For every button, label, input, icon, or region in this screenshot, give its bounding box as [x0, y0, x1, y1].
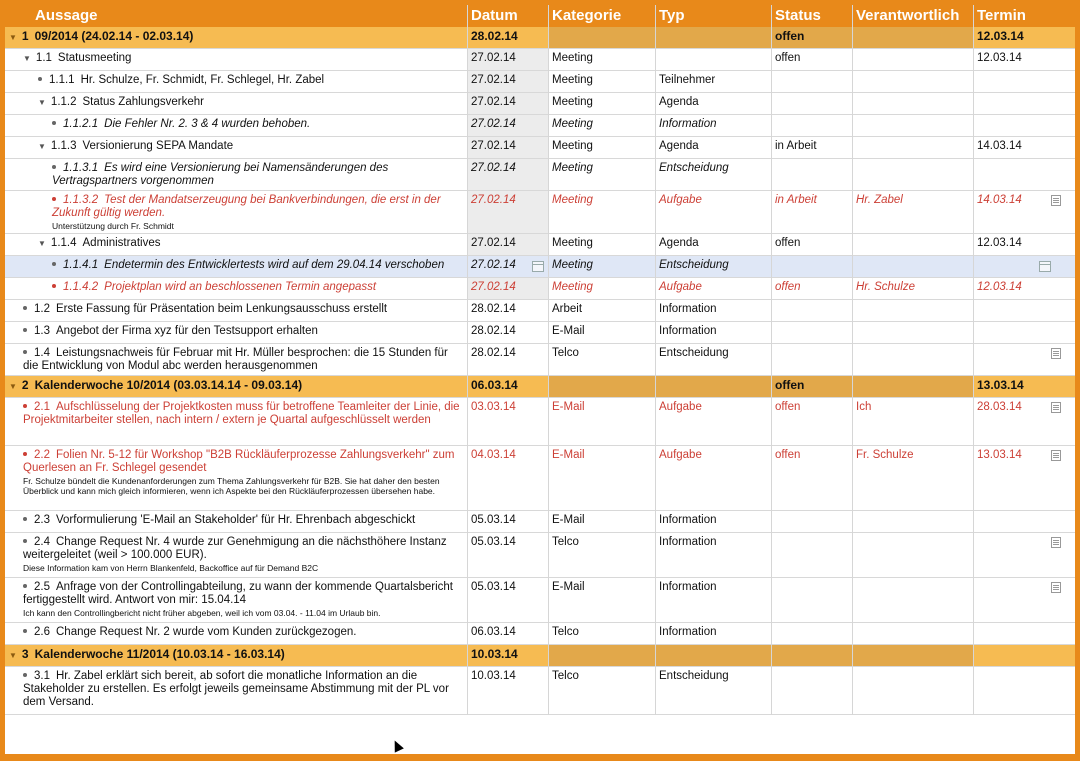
column-header-row: [5, 5, 1075, 27]
bullet-icon: [23, 328, 27, 332]
cell-typ[interactable]: Information: [659, 118, 717, 130]
cell-aussage[interactable]: [5, 137, 467, 159]
outline-number: 1.1.3: [50, 140, 77, 152]
note-icon[interactable]: [1051, 348, 1061, 359]
outline-number: 3: [21, 647, 29, 661]
note-icon[interactable]: [1051, 195, 1061, 206]
cell-kategorie[interactable]: Telco: [552, 347, 579, 359]
cell-termin[interactable]: [973, 322, 1063, 344]
cell-kategorie[interactable]: Telco: [552, 626, 579, 638]
outline-number: 2.4: [34, 536, 50, 548]
cell-aussage[interactable]: [5, 667, 467, 715]
group-row[interactable]: [5, 645, 1075, 667]
outline-row[interactable]: [5, 49, 1075, 71]
cell-termin[interactable]: [973, 578, 1063, 623]
row-note-text: Ich kann den Controllingbericht nicht früher abgeben, weil ich vom 03.04. - 11.04 im Urlaub bin.: [23, 608, 381, 618]
outline-number: 2.2: [34, 449, 50, 461]
cell-termin[interactable]: 14.03.14: [973, 191, 1063, 234]
cell-status[interactable]: [771, 93, 852, 115]
outline-row[interactable]: [5, 115, 1075, 137]
outline-number: 1.3: [34, 325, 50, 337]
cell-aussage[interactable]: [5, 623, 467, 645]
cell-termin[interactable]: 28.03.14: [973, 398, 1063, 446]
cell-datum[interactable]: 27.02.14: [467, 234, 548, 256]
bullet-icon: [23, 584, 27, 588]
outline-row[interactable]: [5, 446, 1075, 511]
cell-kategorie[interactable]: Meeting: [552, 96, 593, 108]
cell-datum[interactable]: 10.03.14: [471, 670, 516, 682]
bullet-icon: [23, 629, 27, 633]
outline-row[interactable]: [5, 578, 1075, 623]
cell-status[interactable]: [771, 667, 852, 715]
cell-status[interactable]: offen: [775, 237, 801, 249]
outline-number: 1.1.1: [49, 74, 75, 86]
cell-datum[interactable]: 27.02.14: [467, 93, 548, 115]
column-header-status[interactable]: Status: [775, 7, 821, 24]
cell-verantwortlich[interactable]: Ich: [856, 401, 872, 413]
cell-datum[interactable]: 05.03.14: [471, 514, 516, 526]
cell-typ[interactable]: Information: [659, 325, 717, 337]
row-note-text: Fr. Schulze bündelt die Kundenanforderungen zum Thema Zahlungsverkehr für B2B. Sie hat daher den besten Überblick und kann mich gleich informieren, wenn ich Aspekte bei den Rückläuferprozessen übersehen habe.: [23, 476, 440, 496]
cell-termin[interactable]: [973, 533, 1063, 578]
bullet-icon: [52, 262, 56, 266]
outliner-window: [5, 5, 1075, 754]
cell-datum[interactable]: 05.03.14: [471, 581, 516, 593]
cell-aussage[interactable]: [5, 300, 467, 322]
cell-kategorie[interactable]: E-Mail: [552, 581, 585, 593]
cell-status[interactable]: [771, 256, 852, 278]
cell-kategorie[interactable]: E-Mail: [552, 514, 585, 526]
cell-kategorie[interactable]: Telco: [552, 670, 579, 682]
cell-datum[interactable]: 27.02.14: [467, 159, 548, 191]
cell-kategorie[interactable]: Meeting: [552, 281, 593, 293]
outline-text: Statusmeeting: [57, 52, 132, 64]
cell-kategorie[interactable]: Arbeit: [552, 303, 583, 315]
cell-datum[interactable]: 27.02.14: [467, 278, 548, 300]
cell-typ[interactable]: Entscheidung: [659, 670, 729, 682]
cell-datum[interactable]: 10.03.14: [471, 647, 518, 661]
outline-text: Angebot der Firma xyz für den Testsupport erhalten: [56, 325, 318, 337]
cell-kategorie[interactable]: Meeting: [552, 194, 593, 206]
column-header-typ[interactable]: Typ: [659, 7, 685, 24]
cell-status[interactable]: [771, 322, 852, 344]
outline-number: 1.1: [35, 52, 52, 64]
outline-text: Erste Fassung für Präsentation beim Lenkungsausschuss erstellt: [56, 303, 388, 315]
cell-verantwortlich[interactable]: [852, 344, 973, 376]
cell-typ[interactable]: [655, 27, 771, 49]
column-header-aussage[interactable]: Aussage: [35, 7, 98, 24]
row-note-text: Diese Information kam von Herrn Blankenfeld, Backoffice auf für Demand B2C: [23, 563, 319, 573]
cell-kategorie[interactable]: Meeting: [552, 52, 593, 64]
cell-termin[interactable]: [973, 623, 1063, 645]
disclosure-triangle-icon[interactable]: ▼: [9, 33, 17, 42]
cell-termin[interactable]: 14.03.14: [977, 140, 1022, 152]
outline-row[interactable]: [5, 344, 1075, 376]
cell-verantwortlich[interactable]: [852, 300, 973, 322]
outline-text: Kalenderwoche 10/2014 (03.03.14.14 - 09.03.14): [34, 378, 303, 392]
cell-kategorie[interactable]: E-Mail: [552, 449, 585, 461]
cell-verantwortlich[interactable]: [852, 578, 973, 623]
group-row[interactable]: [5, 27, 1075, 49]
outline-row[interactable]: [5, 667, 1075, 715]
cell-aussage[interactable]: [5, 344, 467, 376]
bullet-icon: [52, 284, 56, 288]
cell-datum[interactable]: 06.03.14: [471, 378, 518, 392]
cell-status[interactable]: [771, 71, 852, 93]
cell-status[interactable]: [771, 623, 852, 645]
group-row[interactable]: [5, 376, 1075, 398]
cell-status[interactable]: [771, 511, 852, 533]
outline-number: 1.1.2.1: [63, 118, 99, 130]
cell-aussage[interactable]: [5, 93, 467, 115]
cell-kategorie[interactable]: Meeting: [552, 118, 593, 130]
cell-termin[interactable]: 12.03.14: [977, 281, 1022, 293]
outline-number: 2.6: [34, 626, 50, 638]
outline-row[interactable]: [5, 256, 1075, 278]
cell-verantwortlich[interactable]: Hr. Schulze: [856, 281, 916, 293]
cell-kategorie[interactable]: E-Mail: [552, 325, 585, 337]
cell-aussage[interactable]: [5, 234, 467, 256]
cell-termin[interactable]: [973, 93, 1063, 115]
outline-row[interactable]: [5, 511, 1075, 533]
cell-aussage[interactable]: [5, 278, 467, 300]
disclosure-triangle-icon[interactable]: ▼: [38, 142, 46, 151]
outline-row[interactable]: [5, 300, 1075, 322]
cell-termin[interactable]: [973, 645, 1063, 667]
outline-number: 1.1.3.2: [63, 194, 99, 206]
outline-number: 1.1.4.2: [63, 281, 99, 293]
cell-termin[interactable]: 12.03.14: [977, 52, 1022, 64]
bullet-icon: [23, 452, 27, 456]
outline-text: Vorformulierung 'E-Mail an Stakeholder' für Hr. Ehrenbach abgeschickt: [56, 514, 416, 526]
cell-kategorie[interactable]: Meeting: [552, 140, 593, 152]
outline-text: Projektplan wird an beschlossenen Termin angepasst: [104, 281, 377, 293]
cell-termin[interactable]: 13.03.14: [973, 446, 1063, 511]
disclosure-triangle-icon[interactable]: ▼: [38, 239, 46, 248]
note-icon[interactable]: [1051, 450, 1061, 461]
cell-termin[interactable]: 12.03.14: [977, 29, 1024, 43]
disclosure-triangle-icon[interactable]: ▼: [38, 98, 46, 107]
cell-typ[interactable]: Aufgabe: [659, 194, 702, 206]
cell-termin[interactable]: [973, 344, 1063, 376]
cell-status[interactable]: [771, 115, 852, 137]
cell-aussage[interactable]: [5, 446, 467, 511]
bullet-icon: [23, 517, 27, 521]
cell-typ[interactable]: [655, 49, 771, 71]
note-icon[interactable]: [1051, 582, 1061, 593]
cell-aussage[interactable]: [5, 376, 467, 398]
cell-datum[interactable]: 28.02.14: [471, 347, 516, 359]
cell-termin[interactable]: [973, 256, 1063, 278]
disclosure-triangle-icon[interactable]: ▼: [23, 54, 31, 63]
outline-row[interactable]: [5, 159, 1075, 191]
cell-verantwortlich[interactable]: [852, 667, 973, 715]
cell-status[interactable]: offen: [775, 449, 801, 461]
cell-typ[interactable]: Information: [659, 536, 717, 548]
outline-text: Change Request Nr. 4 wurde zur Genehmigung an die nächsthöhere Instanz weitergeleitet (weil > 100.000 EUR).: [23, 536, 447, 561]
cell-typ[interactable]: [655, 376, 771, 398]
cell-datum[interactable]: 28.02.14: [471, 325, 516, 337]
outline-number: 1.1.2: [50, 96, 77, 108]
cell-aussage[interactable]: [5, 27, 467, 49]
cell-kategorie[interactable]: Meeting: [552, 162, 593, 174]
cell-datum[interactable]: 27.02.14: [467, 115, 548, 137]
column-header-datum[interactable]: Datum: [471, 7, 518, 24]
bullet-icon: [38, 77, 42, 81]
bullet-icon: [23, 404, 27, 408]
cell-typ[interactable]: Teilnehmer: [659, 74, 716, 86]
outline-row[interactable]: [5, 398, 1075, 446]
row-note-text: Unterstützung durch Fr. Schmidt: [52, 221, 174, 231]
cell-status[interactable]: offen: [771, 376, 852, 398]
cell-verantwortlich[interactable]: [852, 27, 973, 49]
cell-typ[interactable]: Information: [659, 581, 717, 593]
outline-number: 1.1.4.1: [63, 259, 99, 271]
cell-verantwortlich[interactable]: [852, 533, 973, 578]
row-divider: [5, 714, 1075, 715]
column-divider: [655, 5, 656, 715]
bullet-icon: [52, 197, 56, 201]
note-icon[interactable]: [1051, 537, 1061, 548]
cell-datum[interactable]: 03.03.14: [471, 401, 516, 413]
column-header-termin[interactable]: Termin: [977, 7, 1026, 24]
cell-typ[interactable]: Aufgabe: [659, 449, 702, 461]
cell-status[interactable]: [771, 645, 852, 667]
cell-termin[interactable]: [973, 71, 1063, 93]
cell-aussage[interactable]: [5, 511, 467, 533]
outline-text: Hr. Zabel erklärt sich bereit, ab sofort die monatliche Information an die Stakeholder zu erstellen. Es erfolgt jeweils gemeinsame Abstimmung mit der PL vor dem Versand.: [23, 670, 449, 708]
cell-datum[interactable]: 04.03.14: [471, 449, 516, 461]
cell-termin[interactable]: [973, 115, 1063, 137]
cell-kategorie[interactable]: Meeting: [552, 237, 593, 249]
outline-number: 3.1: [34, 670, 50, 682]
cell-typ[interactable]: Aufgabe: [659, 281, 702, 293]
cell-status[interactable]: [771, 300, 852, 322]
outline-text: Folien Nr. 5-12 für Workshop "B2B Rückläuferprozesse Zahlungsverkehr" zum Querlesen an Fr. Schlegel gesendet: [23, 449, 455, 474]
outline-text: 09/2014 (24.02.14 - 02.03.14): [34, 29, 194, 43]
cell-verantwortlich[interactable]: [852, 49, 973, 71]
outline-number: 1.4: [34, 347, 50, 359]
cell-typ[interactable]: Entscheidung: [659, 162, 729, 174]
cell-verantwortlich[interactable]: [852, 256, 973, 278]
outline-number: 1.1.4: [50, 237, 77, 249]
cell-typ[interactable]: Information: [659, 626, 717, 638]
cell-aussage[interactable]: [5, 322, 467, 344]
cell-verantwortlich[interactable]: [852, 137, 973, 159]
outline-row[interactable]: [5, 137, 1075, 159]
cell-kategorie[interactable]: E-Mail: [552, 401, 585, 413]
cell-datum[interactable]: 27.02.14: [467, 137, 548, 159]
cell-datum[interactable]: 05.03.14: [471, 536, 516, 548]
column-header-kategorie[interactable]: Kategorie: [552, 7, 622, 24]
cell-typ[interactable]: Agenda: [659, 140, 699, 152]
outline-text: Change Request Nr. 2 wurde vom Kunden zurückgezogen.: [56, 626, 357, 638]
cell-datum[interactable]: 27.02.14: [467, 71, 548, 93]
cell-typ[interactable]: Agenda: [659, 96, 699, 108]
outline-text: Endetermin des Entwicklertests wird auf dem 29.04.14 verschoben: [104, 259, 445, 271]
cell-datum[interactable]: 27.02.14: [467, 256, 548, 278]
bullet-icon: [52, 165, 56, 169]
outline-text: Aufschlüsselung der Projektkosten muss für betroffene Teamleiter der Linie, die Projektmitarbeiter stellen, nach intern / extern je Quartal aufgeschlüsselt werden: [23, 401, 460, 426]
cell-status[interactable]: [771, 533, 852, 578]
outline-text: Es wird eine Versionierung bei Namensänderungen des Vertragspartners vorgenommen: [52, 162, 389, 187]
date-picker-icon[interactable]: [532, 261, 544, 272]
cell-typ[interactable]: Aufgabe: [659, 401, 702, 413]
cell-termin[interactable]: [973, 300, 1063, 322]
cell-status[interactable]: offen: [775, 281, 801, 293]
cell-verantwortlich[interactable]: [852, 159, 973, 191]
column-divider: [973, 5, 974, 715]
note-icon[interactable]: [1051, 402, 1061, 413]
outline-text: Anfrage von der Controllingabteilung, zu wann der kommende Quartalsbericht fertiggestellt wird. Antwort von mir: 15.04.14: [23, 581, 453, 606]
cell-kategorie[interactable]: [548, 376, 655, 398]
date-picker-icon[interactable]: [1039, 261, 1051, 272]
cell-datum[interactable]: 06.03.14: [471, 626, 516, 638]
cell-aussage[interactable]: [5, 71, 467, 93]
outline-text: Status Zahlungsverkehr: [82, 96, 204, 108]
outline-text: Hr. Schulze, Fr. Schmidt, Fr. Schlegel, Hr. Zabel: [80, 74, 325, 86]
outline-text: Versionierung SEPA Mandate: [82, 140, 234, 152]
outline-row[interactable]: [5, 71, 1075, 93]
disclosure-triangle-icon[interactable]: ▼: [9, 382, 17, 391]
outline-number: 2: [21, 378, 29, 392]
cell-status[interactable]: [771, 159, 852, 191]
cell-termin[interactable]: 12.03.14: [977, 237, 1022, 249]
column-header-verantwortlich[interactable]: Verantwortlich: [856, 7, 960, 24]
cell-aussage[interactable]: [5, 645, 467, 667]
cell-aussage[interactable]: [5, 49, 467, 71]
outline-row[interactable]: [5, 322, 1075, 344]
cell-aussage[interactable]: [5, 159, 467, 191]
cell-termin[interactable]: [973, 667, 1063, 715]
cell-status[interactable]: [771, 344, 852, 376]
cell-verantwortlich[interactable]: [852, 623, 973, 645]
outline-row[interactable]: [5, 234, 1075, 256]
cell-kategorie[interactable]: [548, 27, 655, 49]
outline-text: Test der Mandatserzeugung bei Bankverbindungen, die erst in der Zukunft gültig werden.: [52, 194, 441, 219]
cell-status[interactable]: offen: [775, 401, 801, 413]
cell-typ[interactable]: Agenda: [659, 237, 699, 249]
outline-row[interactable]: [5, 191, 1075, 234]
outline-text: Kalenderwoche 11/2014 (10.03.14 - 16.03.14): [34, 647, 285, 661]
outline-row[interactable]: [5, 623, 1075, 645]
cell-kategorie[interactable]: Telco: [552, 536, 579, 548]
outline-row[interactable]: [5, 278, 1075, 300]
column-divider: [771, 5, 772, 715]
cell-status[interactable]: offen: [775, 52, 801, 64]
cell-typ[interactable]: Information: [659, 303, 717, 315]
outline-text: Die Fehler Nr. 2. 3 & 4 wurden behoben.: [104, 118, 311, 130]
column-divider: [852, 5, 853, 715]
disclosure-triangle-icon[interactable]: ▼: [9, 651, 17, 660]
cell-termin[interactable]: 13.03.14: [977, 378, 1024, 392]
cell-verantwortlich[interactable]: Hr. Zabel: [856, 194, 903, 206]
cell-typ[interactable]: Information: [659, 514, 717, 526]
mouse-cursor-icon: [390, 738, 404, 752]
outline-row[interactable]: [5, 93, 1075, 115]
cell-status[interactable]: in Arbeit: [775, 194, 817, 206]
cell-datum[interactable]: 28.02.14: [471, 303, 516, 315]
outline-number: 1: [21, 29, 29, 43]
bullet-icon: [23, 673, 27, 677]
column-divider: [467, 5, 468, 715]
cell-verantwortlich[interactable]: [852, 71, 973, 93]
cell-typ[interactable]: [655, 645, 771, 667]
cell-datum[interactable]: 27.02.14: [467, 191, 548, 234]
cell-verantwortlich[interactable]: [852, 115, 973, 137]
outline-text: Administratives: [82, 237, 161, 249]
cell-aussage[interactable]: [5, 115, 467, 137]
outline-row[interactable]: [5, 533, 1075, 578]
cell-datum[interactable]: 28.02.14: [471, 29, 518, 43]
bullet-icon: [23, 306, 27, 310]
cell-aussage[interactable]: [5, 578, 467, 623]
column-divider: [548, 5, 549, 715]
cell-aussage[interactable]: [5, 256, 467, 278]
cell-verantwortlich[interactable]: [852, 322, 973, 344]
cell-kategorie[interactable]: Meeting: [552, 259, 593, 271]
bullet-icon: [52, 121, 56, 125]
cell-status[interactable]: [771, 578, 852, 623]
bullet-icon: [23, 539, 27, 543]
cell-verantwortlich[interactable]: [852, 93, 973, 115]
cell-termin[interactable]: [973, 511, 1063, 533]
outline-number: 1.1.3.1: [63, 162, 99, 174]
cell-kategorie[interactable]: Meeting: [552, 74, 593, 86]
cell-termin[interactable]: [973, 159, 1063, 191]
cell-datum[interactable]: 27.02.14: [467, 49, 548, 71]
outline-text: Leistungsnachweis für Februar mit Hr. Müller besprochen: die 15 Stunden für die Entwicklung von Modul abc werden herausgenommen: [23, 347, 448, 372]
cell-verantwortlich[interactable]: [852, 511, 973, 533]
cell-status[interactable]: in Arbeit: [775, 140, 817, 152]
cell-verantwortlich[interactable]: Fr. Schulze: [856, 449, 914, 461]
cell-aussage[interactable]: [5, 398, 467, 446]
cell-typ[interactable]: Entscheidung: [659, 259, 729, 271]
outline-number: 1.2: [34, 303, 50, 315]
cell-aussage[interactable]: [5, 191, 467, 234]
cell-typ[interactable]: Entscheidung: [659, 347, 729, 359]
cell-verantwortlich[interactable]: [852, 645, 973, 667]
bullet-icon: [23, 350, 27, 354]
cell-verantwortlich[interactable]: [852, 376, 973, 398]
cell-aussage[interactable]: [5, 533, 467, 578]
cell-kategorie[interactable]: [548, 645, 655, 667]
outline-number: 2.3: [34, 514, 50, 526]
outline-number: 2.1: [34, 401, 50, 413]
cell-status[interactable]: offen: [771, 27, 852, 49]
outline-number: 2.5: [34, 581, 50, 593]
cell-verantwortlich[interactable]: [852, 234, 973, 256]
